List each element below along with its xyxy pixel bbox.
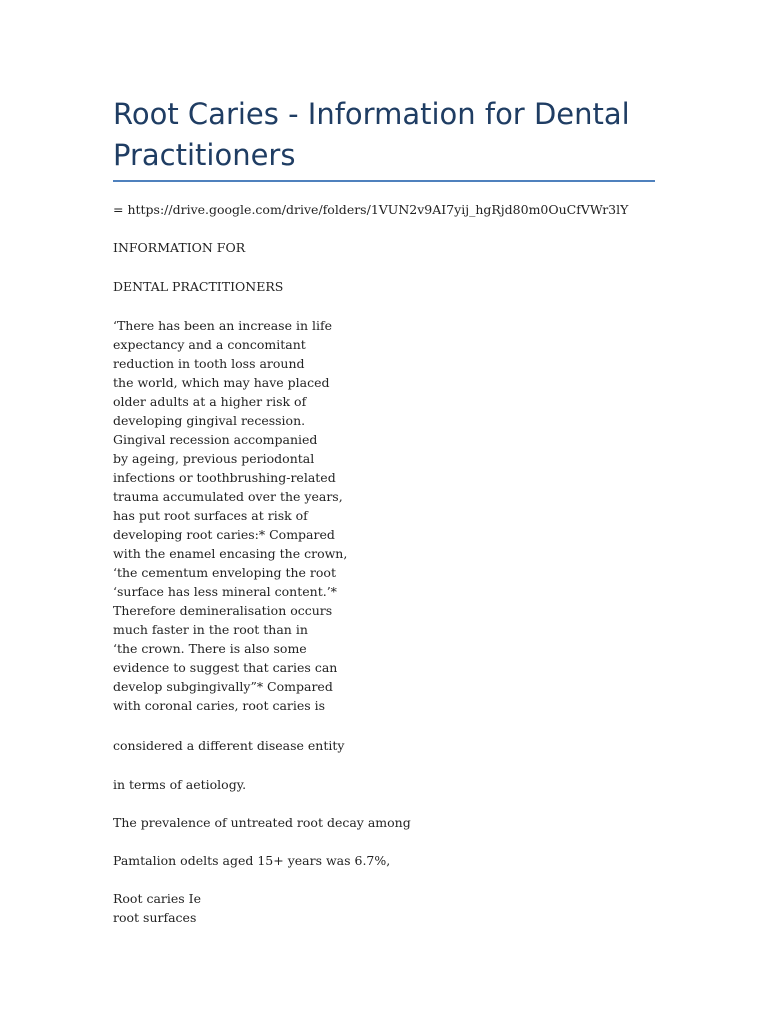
quote-line: with coronal caries, root caries is — [113, 698, 326, 713]
quote-line: Therefore demineralisation occurs — [113, 603, 333, 618]
paragraph-disease-entity: considered a different disease entity — [113, 738, 345, 753]
quote-line: reduction in tooth loss around — [113, 356, 305, 371]
quote-paragraph — [113, 316, 673, 715]
heading-dental-practitioners: DENTAL PRACTITIONERS — [113, 279, 284, 294]
quote-line: Gingival recession accompanied — [113, 432, 318, 447]
quote-line: developing root caries:* Compared — [113, 527, 335, 542]
quote-line: developing gingival recession. — [113, 413, 306, 428]
quote-line: ‘the crown. There is also some — [113, 641, 307, 656]
drive-url-line: = https://drive.google.com/drive/folders/1VUN2v9AI7yij_hgRjd80m0OuCfVWr3lY — [113, 202, 629, 217]
quote-line: develop subgingivally”* Compared — [113, 679, 333, 694]
quote-line: has put root surfaces at risk of — [113, 508, 308, 523]
title-divider — [113, 180, 655, 182]
quote-line: the world, which may have placed — [113, 375, 330, 390]
quote-line: older adults at a higher risk of — [113, 394, 307, 409]
quote-line: trauma accumulated over the years, — [113, 489, 343, 504]
final-line: Root caries Ie — [113, 891, 202, 906]
heading-information-for: INFORMATION FOR — [113, 240, 246, 255]
paragraph-prevalence: The prevalence of untreated root decay among — [113, 815, 411, 830]
final-paragraph — [113, 889, 673, 927]
quote-line: ‘surface has less mineral content.’* — [113, 584, 337, 599]
page-title: Root Caries - Information for Dental Practitioners — [113, 97, 630, 172]
quote-line: infections or toothbrushing-related — [113, 470, 336, 485]
quote-line: by ageing, previous periodontal — [113, 451, 315, 466]
quote-line: evidence to suggest that caries can — [113, 660, 338, 675]
final-line: root surfaces — [113, 910, 197, 925]
paragraph-aetiology: in terms of aetiology. — [113, 777, 247, 792]
quote-line: with the enamel encasing the crown, — [113, 546, 348, 561]
quote-line: ‘the cementum enveloping the root — [113, 565, 336, 580]
paragraph-population: Pamtalion odelts aged 15+ years was 6.7%, — [113, 853, 391, 868]
quote-line: much faster in the root than in — [113, 622, 308, 637]
quote-line: ‘There has been an increase in life — [113, 318, 332, 333]
quote-line: expectancy and a concomitant — [113, 337, 306, 352]
